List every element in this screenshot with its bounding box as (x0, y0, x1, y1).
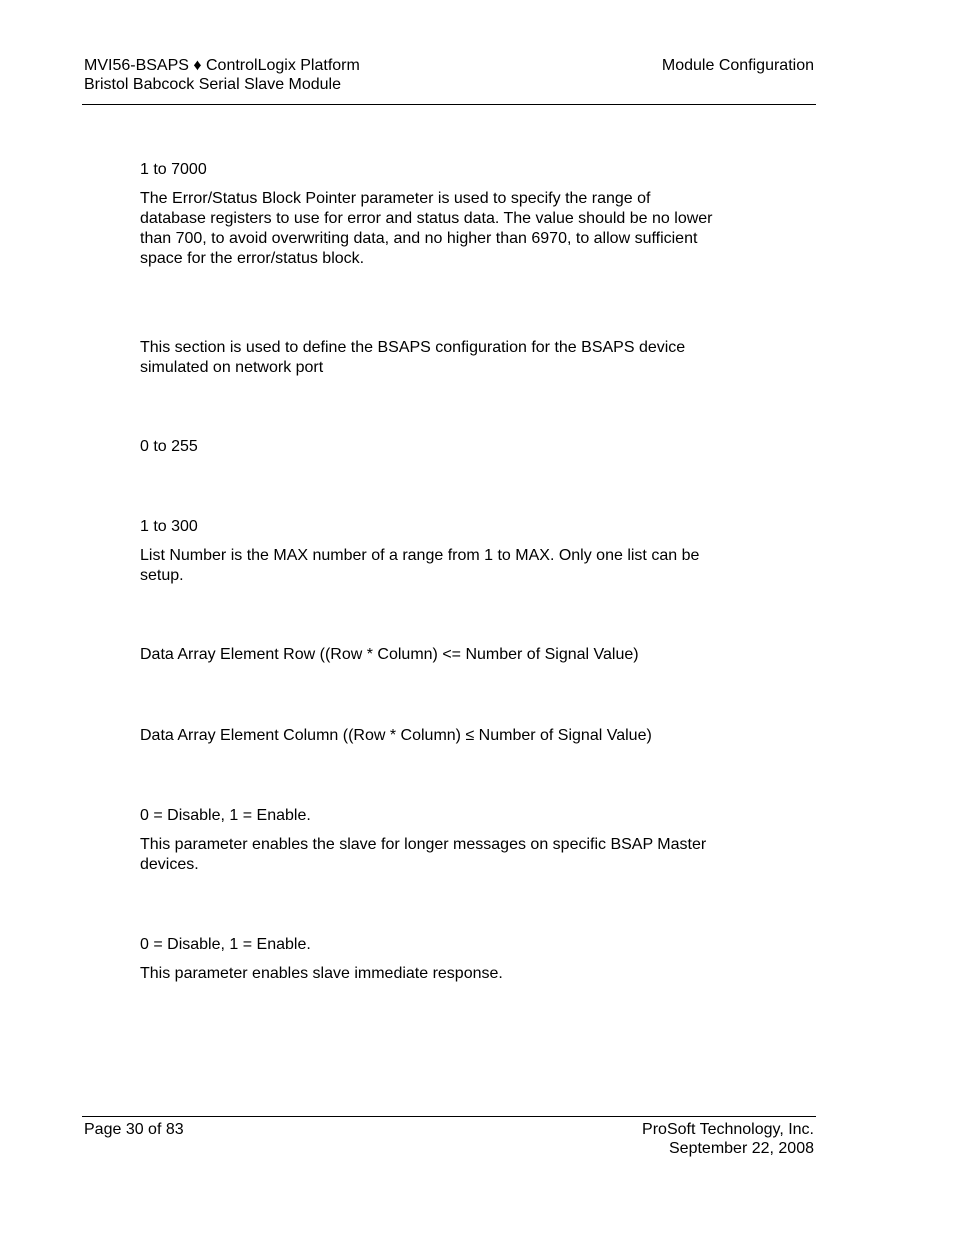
error-status-pointer-range: 1 to 7000 (140, 161, 207, 178)
error-status-pointer-description (140, 189, 780, 269)
paragraph-line: than 700, to avoid overwriting data, and no higher than 6970, to allow sufficient (140, 230, 698, 247)
footer-divider (82, 1116, 816, 1117)
bsaps-section-description (140, 338, 780, 378)
paragraph-line: space for the error/status block. (140, 250, 365, 267)
header-section-title: Module Configuration (661, 57, 814, 74)
data-array-column-description: Data Array Element Column ((Row * Column) ≤ Number of Signal Value) (140, 727, 652, 744)
long-message-range: 0 = Disable, 1 = Enable. (140, 807, 311, 824)
paragraph-line: This section is used to define the BSAPS configuration for the BSAPS device (140, 339, 686, 356)
slave-address-range: 0 to 255 (140, 438, 198, 455)
paragraph-line: List Number is the MAX number of a range from 1 to MAX. Only one list can be (140, 547, 700, 564)
long-message-description (140, 835, 780, 875)
header-product-title: MVI56-BSAPS ♦ ControlLogix Platform (84, 57, 360, 74)
paragraph-line: This parameter enables the slave for longer messages on specific BSAP Master (140, 836, 707, 853)
paragraph-line: database registers to use for error and status data. The value should be no lower (140, 210, 713, 227)
header-product-info (84, 56, 360, 94)
header-divider (82, 104, 816, 105)
list-number-description (140, 546, 780, 586)
footer-date: September 22, 2008 (669, 1140, 814, 1157)
paragraph-line: simulated on network port (140, 359, 324, 376)
footer-publisher-info (642, 1120, 814, 1158)
page-number: Page 30 of 83 (84, 1121, 184, 1138)
data-array-row-description: Data Array Element Row ((Row * Column) <= Number of Signal Value) (140, 646, 639, 663)
immediate-response-range: 0 = Disable, 1 = Enable. (140, 936, 311, 953)
footer-company: ProSoft Technology, Inc. (642, 1121, 814, 1138)
paragraph-line: setup. (140, 567, 184, 584)
header-product-subtitle: Bristol Babcock Serial Slave Module (84, 76, 342, 93)
immediate-response-description: This parameter enables slave immediate response. (140, 965, 503, 982)
paragraph-line: devices. (140, 856, 199, 873)
list-number-range: 1 to 300 (140, 518, 198, 535)
paragraph-line: The Error/Status Block Pointer parameter is used to specify the range of (140, 190, 651, 207)
